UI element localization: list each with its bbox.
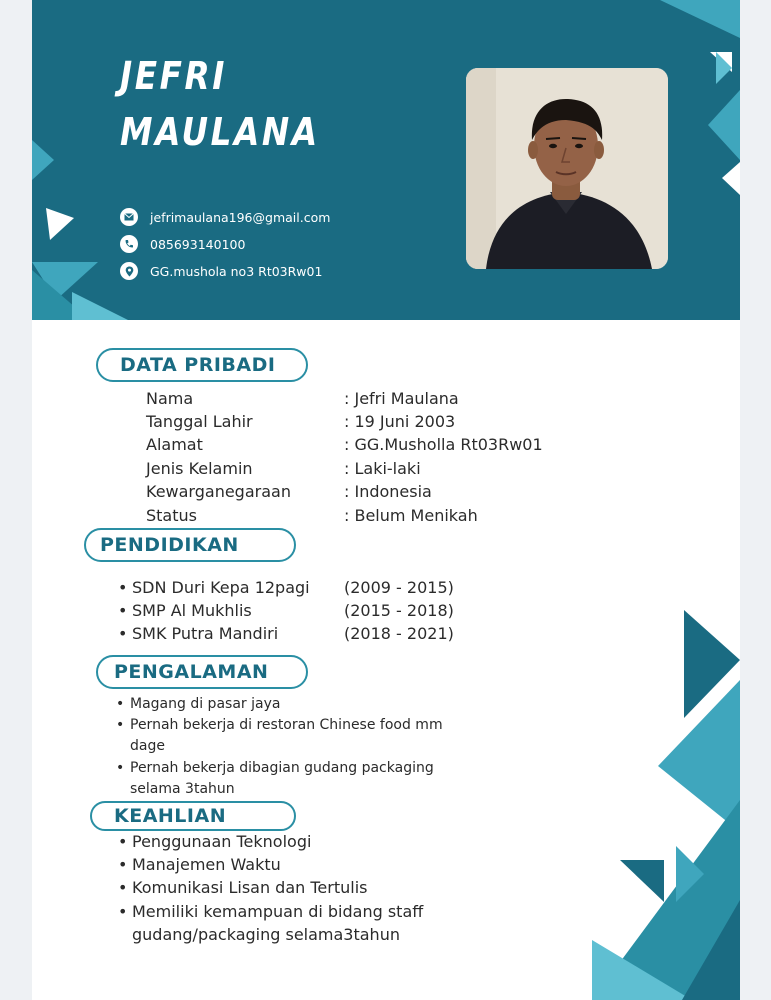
label-jenis-kelamin: Jenis Kelamin <box>146 459 253 478</box>
label-nama: Nama <box>146 389 194 408</box>
value-kewarganegaraan: : Indonesia <box>344 482 432 501</box>
experience-item: • Magang di pasar jaya <box>116 694 280 715</box>
education-years: (2009 - 2015) <box>344 578 454 597</box>
label-kewarganegaraan: Kewarganegaraan <box>146 482 291 501</box>
section-title: PENDIDIKAN <box>100 534 239 556</box>
phone-icon <box>120 235 138 253</box>
section-title: PENGALAMAN <box>114 661 269 683</box>
section-title: KEAHLIAN <box>114 805 227 827</box>
section-data-pribadi-header <box>96 348 308 382</box>
header-banner <box>32 0 740 320</box>
name-first: JEFRI <box>120 54 228 98</box>
experience-item: • Pernah bekerja di restoran Chinese food mm <box>116 715 443 736</box>
skill-item: • Penggunaan Teknologi <box>118 832 311 851</box>
address-text: GG.mushola no3 Rt03Rw01 <box>150 263 323 279</box>
mail-icon <box>120 208 138 226</box>
experience-item-continued: selama 3tahun <box>130 781 235 797</box>
label-tanggal-lahir: Tanggal Lahir <box>146 412 253 431</box>
value-jenis-kelamin: : Laki-laki <box>344 459 421 478</box>
experience-item-continued: dage <box>130 738 165 754</box>
contact-phone[interactable] <box>120 235 245 253</box>
side-decoration <box>592 600 740 1000</box>
skill-item: • Manajemen Waktu <box>118 855 281 874</box>
education-years: (2018 - 2021) <box>344 624 454 643</box>
contact-email[interactable] <box>120 208 330 226</box>
value-tanggal-lahir: : 19 Juni 2003 <box>344 412 456 431</box>
label-status: Status <box>146 506 197 525</box>
education-school: • SMP Al Mukhlis <box>118 601 252 620</box>
location-pin-icon <box>120 262 138 280</box>
skill-item: • Memiliki kemampuan di bidang staff <box>118 902 423 921</box>
section-pendidikan-header <box>84 528 296 562</box>
phone-text: 085693140100 <box>150 236 246 252</box>
label-alamat: Alamat <box>146 435 203 454</box>
value-status: : Belum Menikah <box>344 506 478 525</box>
value-nama: : Jefri Maulana <box>344 389 459 408</box>
profile-photo <box>466 68 668 269</box>
name-last: MAULANA <box>120 110 320 154</box>
education-school: • SMK Putra Mandiri <box>118 624 278 643</box>
contact-address <box>120 262 322 280</box>
section-keahlian-header <box>90 801 296 831</box>
email-text: jefrimaulana196@gmail.com <box>150 209 331 225</box>
value-alamat: : GG.Musholla Rt03Rw01 <box>344 435 543 454</box>
skill-item-continued: gudang/packaging selama3tahun <box>132 925 400 944</box>
skill-item: • Komunikasi Lisan dan Tertulis <box>118 878 367 897</box>
experience-item: • Pernah bekerja dibagian gudang packaging <box>116 758 434 779</box>
cv-page <box>32 0 740 1000</box>
education-school: • SDN Duri Kepa 12pagi <box>118 578 310 597</box>
section-pengalaman-header <box>96 655 308 689</box>
person-name <box>120 48 320 160</box>
education-years: (2015 - 2018) <box>344 601 454 620</box>
section-title: DATA PRIBADI <box>120 354 276 376</box>
